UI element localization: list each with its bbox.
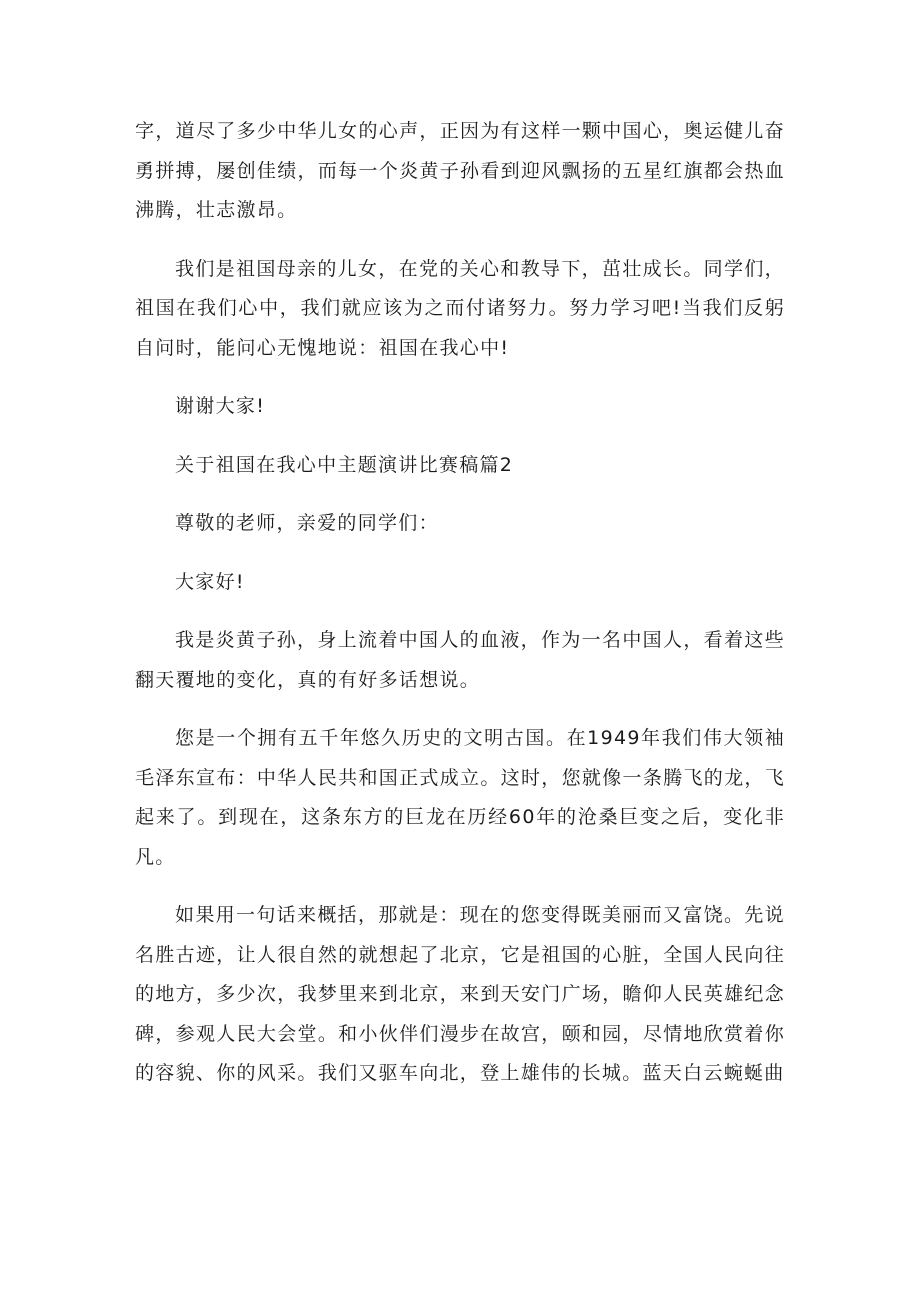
paragraph-history: 您是一个拥有五千年悠久历史的文明古国。在1949年我们伟大领袖毛泽东宣布：中华人民共和国正式成立。这时，您就像一条腾飞的龙，飞起来了。到现在，这条东方的巨龙在历经60年的沧桑巨变之后，变化非凡。 bbox=[135, 727, 785, 868]
paragraph-thanks: 谢谢大家! bbox=[175, 395, 266, 417]
paragraph-summary: 如果用一句话来概括，那就是：现在的您变得既美丽而又富饶。先说名胜古迹，让人很自然的就想起了北京，它是祖国的心脏，全国人民向往的地方，多少次，我梦里来到北京，来到天安门广场，瞻仰人民英雄纪念碑，参观人民大会堂。和小伙伴们漫步在故宫，颐和园，尽情地欣赏着你的容貌、你的风采。我们又驱车向北，登上雄伟的长城。蓝天白云蜿蜒曲 bbox=[135, 904, 785, 1084]
section-heading: 关于祖国在我心中主题演讲比赛稿篇2 bbox=[175, 453, 514, 476]
paragraph-salutation: 尊敬的老师，亲爱的同学们： bbox=[175, 512, 439, 534]
paragraph-continuation: 字，道尽了多少中华儿女的心声，正因为有这样一颗中国心，奥运健儿奋勇拼搏，屡创佳绩，而每一个炎黄子孙看到迎风飘扬的五星红旗都会热血沸腾，壮志激昂。 bbox=[135, 120, 785, 221]
paragraph-introduction: 我是炎黄子孙，身上流着中国人的血液，作为一名中国人，看着这些翻天覆地的变化，真的有好多话想说。 bbox=[135, 629, 785, 691]
paragraph-motherland-children: 我们是祖国母亲的儿女，在党的关心和教导下，茁壮成长。同学们，祖国在我们心中，我们就应该为之而付诸努力。努力学习吧!当我们反躬自问时，能问心无愧地说：祖国在我心中! bbox=[135, 257, 785, 359]
document-body bbox=[135, 112, 785, 1094]
paragraph-greeting: 大家好! bbox=[175, 570, 245, 593]
